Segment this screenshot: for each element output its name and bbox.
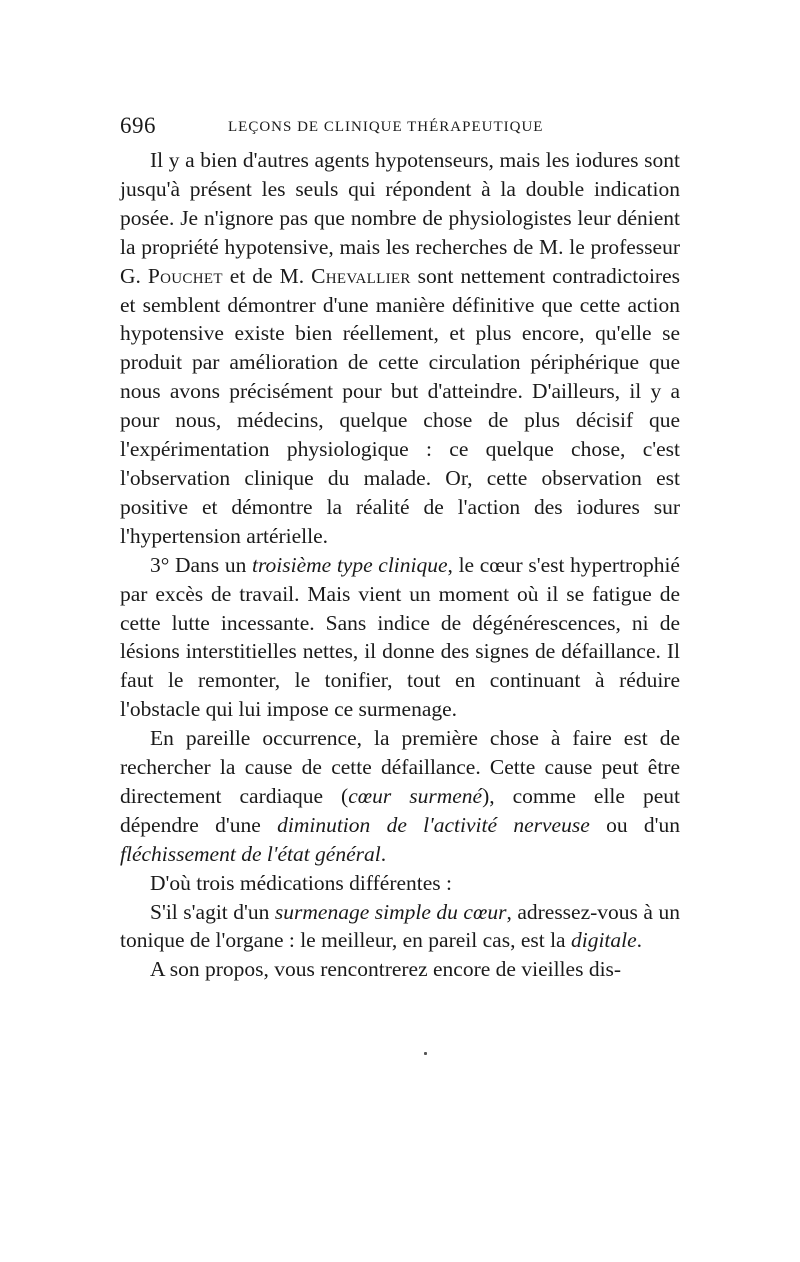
- italic-text: diminution de l'activité nerveuse: [277, 812, 590, 837]
- text-segment: D'où trois médications différentes :: [150, 870, 453, 895]
- text-segment: S'il s'agit d'un: [150, 899, 275, 924]
- italic-text: digitale: [570, 928, 637, 953]
- text-segment: sont nettement contradictoires et semblent démontrer d'une manière définitive que cette action hypotensive existe bien réellement, et plus encore, qu'elle se produit par amélioration de cette circulation périphérique que nous avons précisément pour but d'atteindre. D'ailleurs, il y a pour nous, médecins, quelque chose de plus décisif que l'expérimentation physiologique : ce quelque chose, c'est l'observation clinique du malade. Or, cette observation est positive et démontre la réalité de l'action des iodures sur l'hypertension artérielle.: [120, 263, 680, 548]
- paragraph: [120, 146, 680, 551]
- text-segment: ), comme elle peut dépendre d'une: [120, 783, 680, 837]
- body-text: [120, 146, 680, 984]
- paragraph: [120, 955, 680, 984]
- text-segment: En pareille occurrence, la première chose à faire est de rechercher la cause de cette défaillance. Cette cause peut être directement cardiaque (: [120, 726, 680, 808]
- text-segment: .: [636, 928, 643, 953]
- page-header: [120, 113, 680, 141]
- text-segment: .: [380, 841, 387, 866]
- author-name: Chevallier: [311, 263, 411, 288]
- print-speck: [424, 1052, 427, 1055]
- paragraph: [120, 551, 680, 724]
- text-segment: ou d'un: [589, 812, 680, 837]
- text-segment: , le cœur s'est hypertrophié par excès de travail. Mais vient un moment où il se fatigue de cette lutte incessante. Sans indice de dégénérescences, ni de lésions interstitielles nettes, il donne des signes de défaillance. Il faut le remonter, le tonifier, tout en continuant à réduire l'obstacle qui lui impose ce surmenage.: [120, 552, 680, 722]
- paragraph: [120, 898, 680, 956]
- text-segment: A son propos, vous rencontrerez encore de vieilles dis-: [150, 957, 622, 982]
- italic-text: troisième type clinique: [251, 552, 448, 577]
- text-segment: Il y a bien d'autres agents hypotenseurs, mais les iodures sont jusqu'à présent les seuls qui répondent à la double indication posée. Je n'ignore pas que nombre de physiologistes leur dénient la propriété hypotensive, mais les recherches de M. le professeur G.: [120, 148, 680, 288]
- italic-text: fléchissement de l'état général: [120, 841, 381, 866]
- paragraph: [120, 724, 680, 869]
- text-segment: , adressez-vous à un tonique de l'organe : le meilleur, en pareil cas, est la: [120, 899, 680, 953]
- italic-text: surmenage simple du cœur: [274, 899, 507, 924]
- running-head: LEÇONS DE CLINIQUE THÉRAPEUTIQUE: [228, 119, 544, 135]
- paragraph: [120, 869, 680, 898]
- italic-text: cœur surmené: [348, 783, 483, 808]
- author-name: Pouchet: [147, 263, 223, 288]
- page-number: 696: [120, 113, 156, 138]
- text-segment: et de M.: [222, 263, 312, 288]
- text-segment: 3° Dans un: [150, 552, 252, 577]
